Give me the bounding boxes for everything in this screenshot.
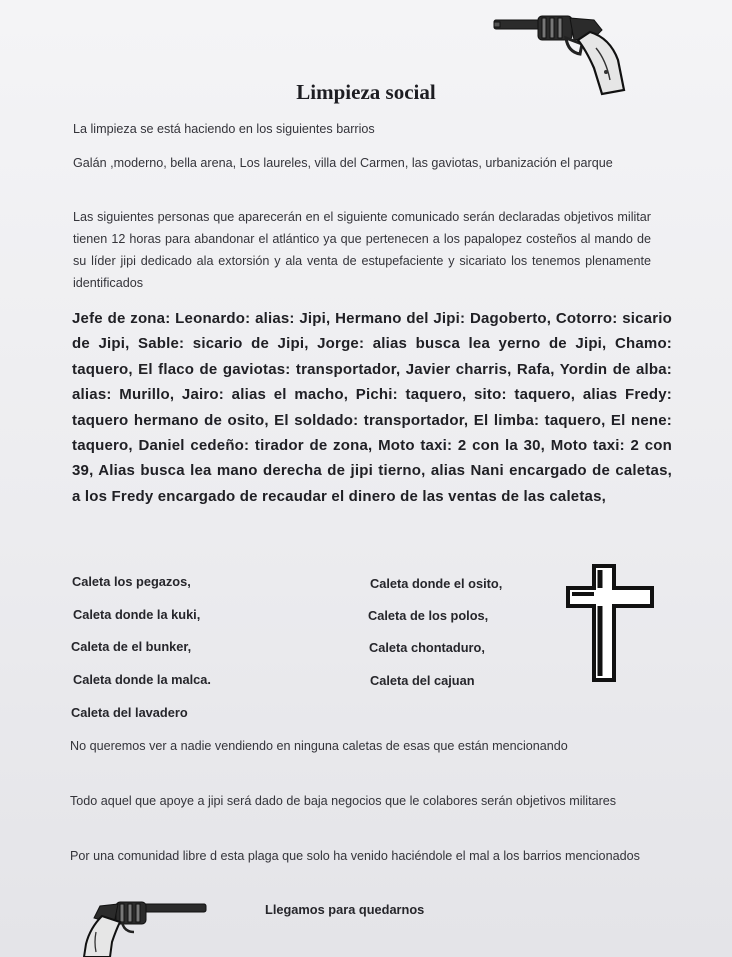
caleta-item: Caleta de los polos, bbox=[368, 608, 489, 623]
barrios-list: Galán ,moderno, bella arena, Los laureles, villa del Carmen, las gaviotas, urbanización el parque bbox=[73, 156, 613, 170]
caleta-item: Caleta del lavadero bbox=[71, 705, 188, 720]
revolver-icon bbox=[80, 898, 210, 957]
objectives-paragraph: Las siguientes personas que aparecerán en el siguiente comunicado serán declaradas objetivos militar tienen 12 horas para abandonar el atlántico ya que pertenecen a los papalopez costeños al mando de su líder jipi dedicado ala extorsión y ala venta de estupefaciente y sicariato los tenemos plenamente identificados bbox=[73, 210, 651, 290]
caleta-item: Caleta del cajuan bbox=[370, 673, 475, 688]
page-title: Limpieza social bbox=[296, 80, 436, 104]
cross-icon bbox=[562, 558, 662, 688]
warning-paragraph: No queremos ver a nadie vendiendo en ninguna caletas de esas que están mencionando bbox=[70, 739, 568, 753]
caleta-item: Caleta chontaduro, bbox=[369, 640, 485, 655]
support-paragraph: Todo aquel que apoye a jipi será dado de baja negocios que le colabores serán objetivos militares bbox=[70, 794, 617, 808]
intro-line: La limpieza se está haciendo en los siguientes barrios bbox=[73, 122, 375, 136]
caleta-item: Caleta de el bunker, bbox=[71, 639, 192, 654]
caleta-item: Caleta donde la malca. bbox=[73, 672, 211, 687]
persons-list: Jefe de zona: Leonardo: alias: Jipi, Hermano del Jipi: Dagoberto, Cotorro: sicario de Jipi, Sable: sicario de Jipi, Jorge: alias busca lea yerno de Jipi, Chamo: taquero, El flaco de gaviotas: transportador, Javier charris, Rafa, Yordin de alba: alias: Murillo, Jairo: alias el macho, Pichi: taquero, sito: taquero, alias Fredy: taquero hermano de osito, El soldado: transportador, El limba: taquero, El nene: taquero, Daniel cedeño: tirador de zona, Moto taxi: 2 con la 30, Moto taxi: 2 con 39, Alias busca lea mano derecha de jipi tierno, alias Nani encargado de caletas, a los Fredy encargado de recaudar el dinero de las ventas de las caletas, bbox=[72, 310, 672, 505]
caleta-item: Caleta los pegazos, bbox=[72, 574, 191, 589]
caleta-item: Caleta donde la kuki, bbox=[73, 607, 201, 622]
signature-slogan: Llegamos para quedarnos bbox=[265, 902, 425, 917]
caleta-item: Caleta donde el osito, bbox=[370, 576, 503, 591]
community-paragraph: Por una comunidad libre d esta plaga que solo ha venido haciéndole el mal a los barrios mencionados bbox=[70, 849, 640, 863]
